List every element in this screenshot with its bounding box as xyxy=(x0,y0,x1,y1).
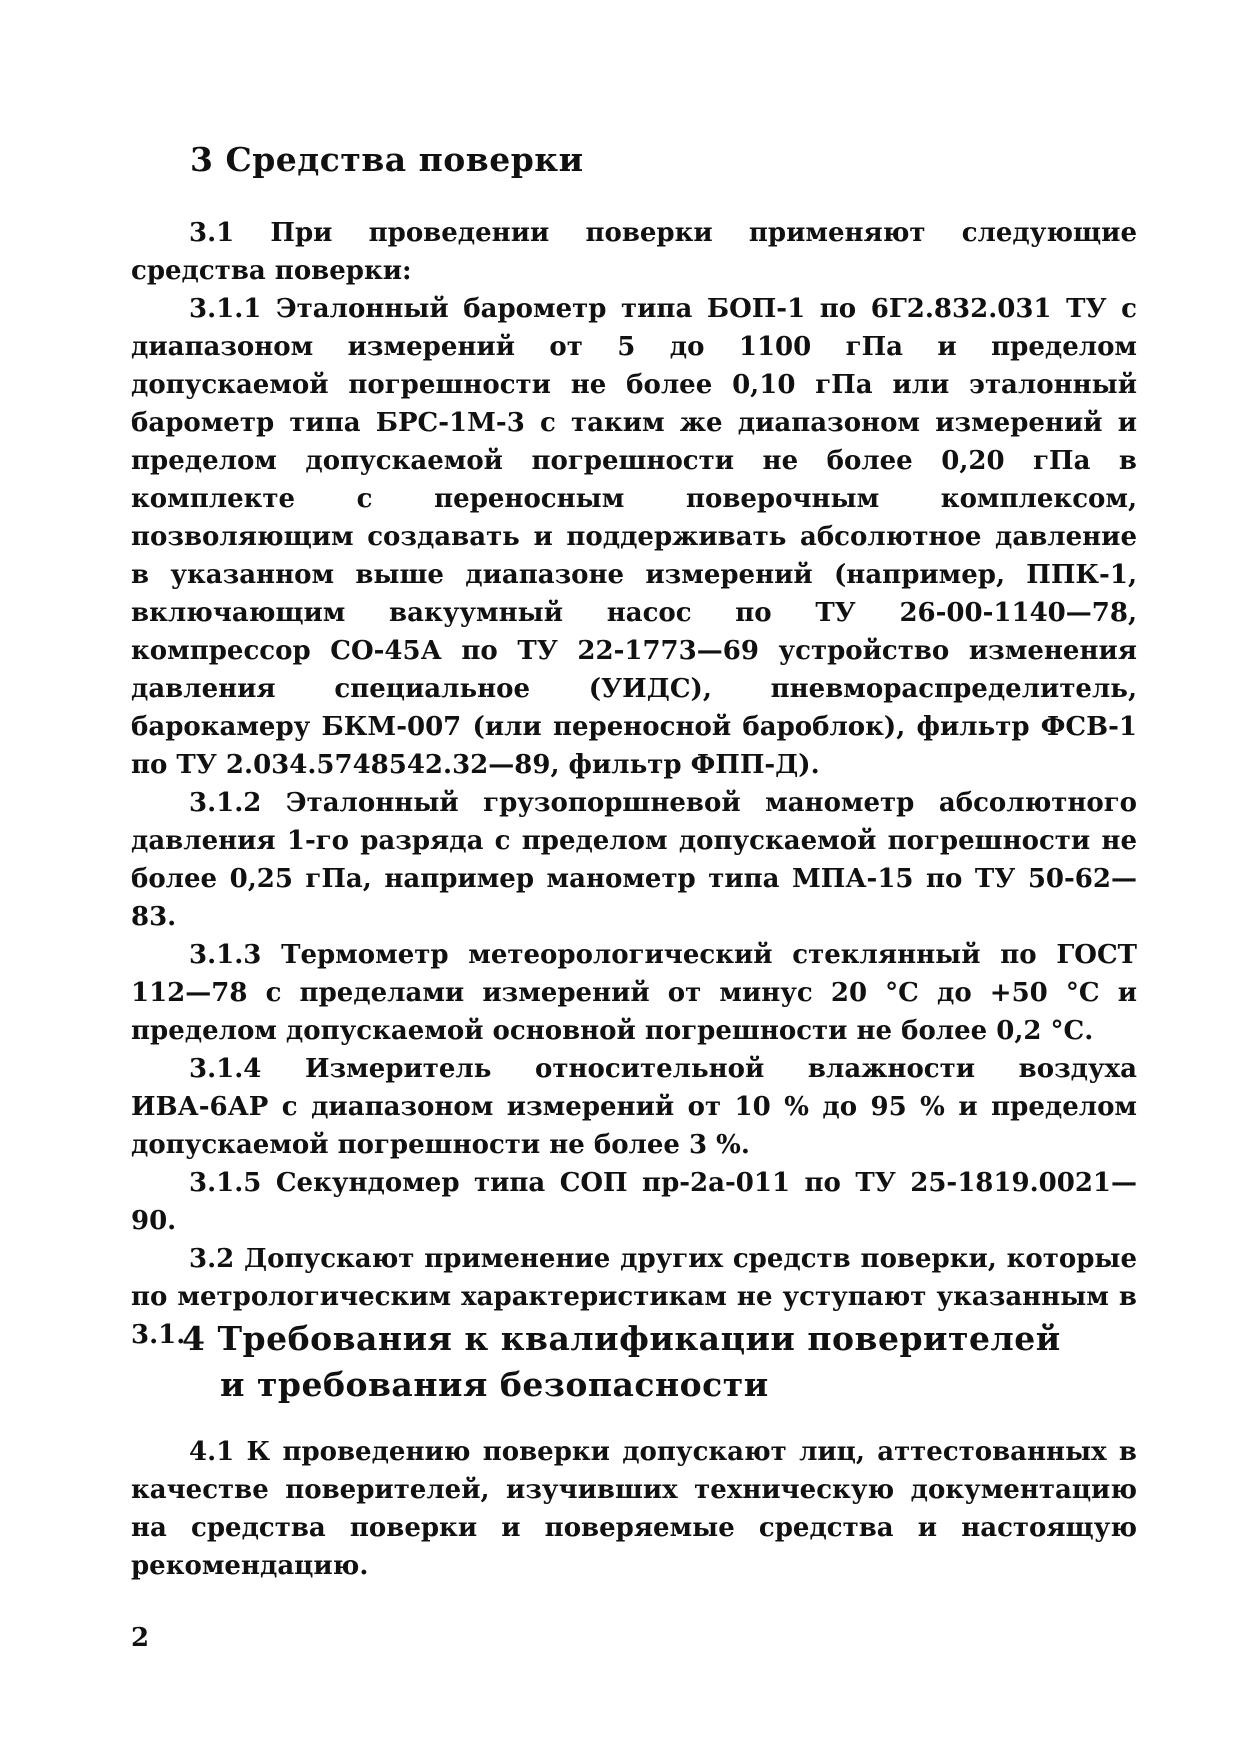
paragraph-3-1: 3.1 При проведении поверки применяют следующие средства поверки: xyxy=(131,218,1137,286)
section-3-body xyxy=(131,214,1137,1354)
section-4-body xyxy=(131,1433,1137,1585)
paragraph-3-1-2: 3.1.2 Эталонный грузопоршневой манометр абсолютного давления 1-го разряда с пределом допускаемой погрешности не более 0,25 гПа, например манометр типа МПА-15 по ТУ 50-62—83. xyxy=(131,788,1137,932)
paragraph-3-1-1: 3.1.1 Эталонный барометр типа БОП-1 по 6Г2.832.031 ТУ с диапазоном измерений от 5 до 1100 гПа и пределом допускаемой погрешности не более 0,10 гПа или эталонный барометр типа БРС-1М-3 с таким же диапазоном измерений и пределом допускаемой погрешности не более 0,20 гПа в комплекте с переносным поверочным комплексом, позволяющим создавать и поддерживать абсолютное давление в указанном выше диапазоне измерений (например, ППК-1, включающим вакуумный насос по ТУ 26-00-1140—78, компрессор СО-45А по ТУ 22-1773—69 устройство изменения давления специальное (УИДС), пневмораспределитель, барокамеру БКМ-007 (или переносной бароблок), фильтр ФСВ-1 по ТУ 2.034.5748542.32—89, фильтр ФПП-Д). xyxy=(131,294,1137,780)
paragraph-3-1-5: 3.1.5 Секундомер типа СОП пр-2а-011 по ТУ 25-1819.0021—90. xyxy=(131,1168,1137,1236)
paragraph-3-1-4: 3.1.4 Измеритель относительной влажности воздуха ИВА-6АР с диапазоном измерений от 10 % до 95 % и пределом допускаемой погрешности не более 3 %. xyxy=(131,1054,1137,1160)
page-number: 2 xyxy=(131,1623,150,1653)
section-4-heading-line-2: и требования безопасности xyxy=(220,1365,769,1404)
paragraph-4-1: 4.1 К проведению поверки допускают лиц, аттестованных в качестве поверителей, изучивших техническую документацию на средства поверки и поверяемые средства и настоящую рекомендацию. xyxy=(131,1437,1137,1581)
section-4-heading-line-1: 4 Требования к квалификации поверителей xyxy=(182,1319,1061,1358)
section-3-heading: 3 Средства поверки xyxy=(190,140,584,179)
section-4-heading xyxy=(182,1316,1061,1408)
paragraph-3-1-3: 3.1.3 Термометр метеорологический стеклянный по ГОСТ 112—78 с пределами измерений от минус 20 °С до +50 °С и пределом допускаемой основной погрешности не более 0,2 °С. xyxy=(131,940,1137,1046)
paragraph-3-2: 3.2 Допускают применение других средств поверки, которые по метрологическим характеристикам не уступают указанным в 3.1. xyxy=(131,1244,1137,1350)
